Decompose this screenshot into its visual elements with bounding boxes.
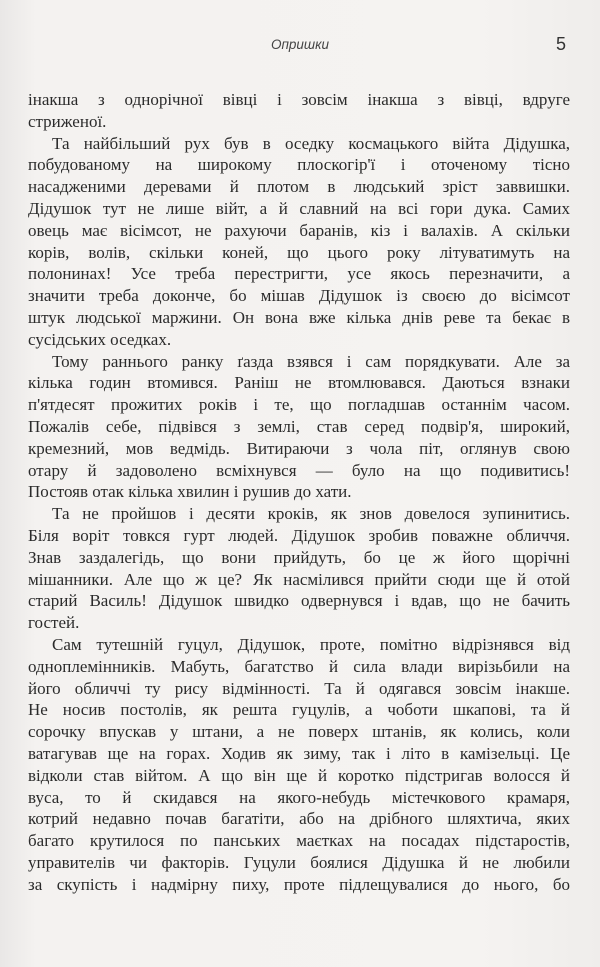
text-line: котрий недавно почав багатіти, або на дрібного шляхтича, яких xyxy=(28,809,570,829)
text-line: за скупість і надмірну пиху, проте підлещувалися до нього, бо xyxy=(28,874,570,894)
text-line: кремезний, мов ведмідь. Витираючи з чола піт, оглянув свою xyxy=(28,438,570,458)
text-line: відколи став війтом. А що він ще й коротко підстригав волосся й xyxy=(28,765,570,785)
text-line: корів, волів, скільки коней, що цього року літуватимуть на xyxy=(28,242,570,262)
text-line: овець має вісімсот, не рахуючи баранів, кіз і валахів. А скільки xyxy=(28,220,570,240)
text-line: отару й задоволено всміхнувся — було на що подивитись! xyxy=(28,460,570,480)
body-text xyxy=(28,89,570,895)
page-number: 5 xyxy=(555,34,566,54)
paragraph xyxy=(28,351,570,504)
running-head xyxy=(0,34,600,56)
text-line: насадженими деревами й плотом в людський зріст заввишки. xyxy=(28,177,570,197)
text-line: Знав заздалегідь, що вони прийдуть, бо це ж його щорічні xyxy=(28,547,570,567)
text-line: вуса, то й скидався на якого-небудь містечкового крамаря, xyxy=(28,787,570,807)
text-line: управителів чи факторів. Гуцули боялися Дідушка й не любили xyxy=(28,852,570,872)
text-line: Та найбільший рух був в оседку космацького війта Дідушка, xyxy=(52,133,570,153)
paragraph xyxy=(28,89,570,133)
running-title: Опришки xyxy=(270,37,330,52)
text-line: Не носив постолів, як решта гуцулів, а чоботи шкапові, та й xyxy=(28,700,570,720)
text-line: значити треба доконче, бо мішав Дідушок із своєю до вісімсот xyxy=(28,286,570,306)
text-line: штук людської маржини. Он вона вже кілька днів реве та бекає в xyxy=(28,307,570,327)
text-line: гостей. xyxy=(28,613,80,633)
text-line: його обличчі ту рису відмінності. Та й одягався зовсім інакше. xyxy=(28,678,570,698)
text-line: Пожалів себе, підвівся з землі, став серед подвір'я, широкий, xyxy=(28,416,570,436)
paragraph xyxy=(28,503,570,634)
text-line: сорочку впускав у штани, а не поверх штанів, як колись, коли xyxy=(28,722,570,742)
text-line: Дідушок тут не лише війт, а й славний на всі гори дука. Самих xyxy=(28,198,570,218)
text-line: п'ятдесят прожитих років і те, що погладшав останнім часом. xyxy=(28,395,570,415)
text-line: Біля воріт товкся гурт людей. Дідушок зробив поважне обличчя. xyxy=(28,525,570,545)
text-line: мішанники. Але що ж це? Як насмілився прийти сюди ще й отой xyxy=(28,569,570,589)
paragraph xyxy=(28,634,570,896)
text-line: багато крутилося по панських маєтках на посадах підстаростів, xyxy=(28,831,570,851)
text-line: побудованому на широкому плоскогір'ї і оточеному тісно xyxy=(28,155,570,175)
text-line: Постояв отак кілька хвилин і рушив до хати. xyxy=(28,482,352,502)
text-line: стриженої. xyxy=(28,111,107,131)
text-line: Сам тутешній гуцул, Дідушок, проте, помітно відрізнявся від xyxy=(52,634,570,654)
text-line: Та не пройшов і десяти кроків, як знов довелося зупинитись. xyxy=(52,504,570,524)
text-line: одноплемінників. Мабуть, багатство й сила влади вирізьбили на xyxy=(28,656,570,676)
text-line: старий Василь! Дідушок швидко одвернувся і вдав, що не бачить xyxy=(28,591,570,611)
paragraph xyxy=(28,133,570,351)
text-line: Тому раннього ранку ґазда взявся і сам порядкувати. Але за xyxy=(52,351,570,371)
text-line: полонинах! Усе треба перестригти, усе якось перезначити, а xyxy=(28,264,570,284)
text-line: кілька годин втомився. Раніш не втомлювався. Даються взнаки xyxy=(28,373,570,393)
text-line: сусідських оседках. xyxy=(28,329,172,349)
text-line: ватагував ще на горах. Ходив як зиму, так і літо в камізельці. Це xyxy=(28,743,570,763)
text-line: інакша з однорічної вівці і зовсім інакша з вівці, вдруге xyxy=(28,90,570,109)
